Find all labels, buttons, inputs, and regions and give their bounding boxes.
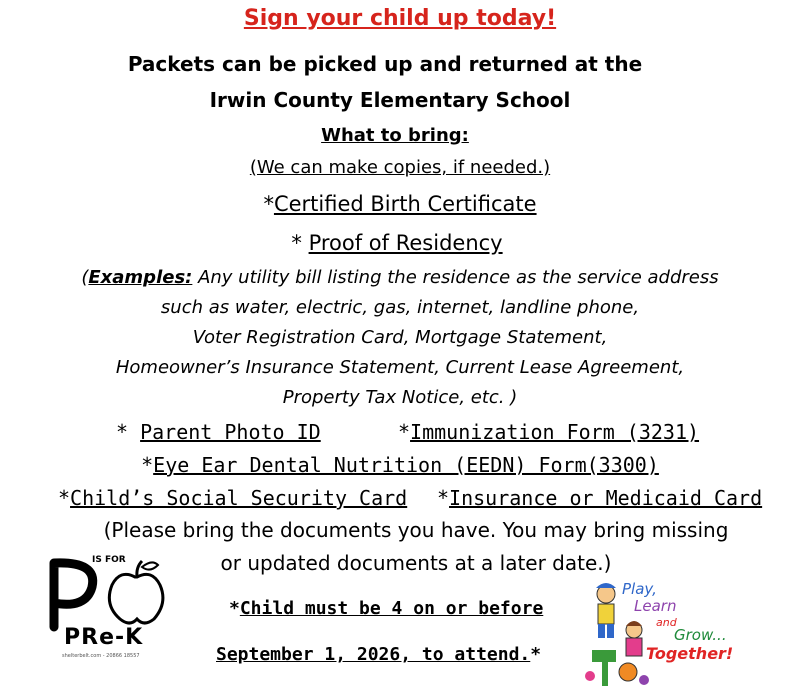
birth-certificate-label: Certified Birth Certificate [273, 192, 537, 216]
residency-label: Proof of Residency [308, 231, 503, 255]
examples-label: Examples: [88, 267, 193, 288]
bullet: * [263, 192, 274, 216]
parent-photo-id-label: Parent Photo ID [140, 420, 321, 444]
eedn-label: Eye Ear Dental Nutrition (EEDN) Form(3300) [153, 453, 659, 477]
examples-open: ( [81, 267, 89, 288]
examples-text: Any utility bill listing the residence as the service address [192, 267, 719, 288]
examples-line-4: Homeowner’s Insurance Statement, Current Lease Agreement, [115, 357, 685, 378]
pickup-line-2: Irwin County Elementary School [209, 88, 571, 112]
prek-credit: shelterbelt.com - 20866 18557 [62, 653, 140, 659]
bullet: * [437, 486, 450, 510]
examples-line-1 [0, 267, 800, 288]
insurance-label: Insurance or Medicaid Card [449, 486, 763, 510]
age-line-2: September 1, 2026, to attend. [216, 644, 531, 665]
apple-icon [109, 561, 163, 623]
examples-line-2: such as water, electric, gas, internet, landline phone, [160, 297, 640, 318]
prek-text: PRe-K [64, 625, 144, 650]
bullet: * [141, 453, 154, 477]
examples-line-5: Property Tax Notice, etc. ) [282, 387, 518, 408]
age-requirement-line-2 [216, 644, 541, 665]
together-word: Together! [646, 644, 734, 663]
bullet: * [116, 420, 141, 444]
bring-note-line-2: or updated documents at a later date.) [220, 551, 612, 575]
bullet: * [58, 486, 71, 510]
pickup-line-1: Packets can be picked up and returned at the [127, 52, 643, 76]
bullet: * [229, 598, 240, 619]
grow-word: Grow... [674, 626, 727, 644]
age-line-1: Child must be 4 on or before [239, 598, 544, 619]
residency-item [0, 231, 797, 255]
headline: Sign your child up today! [243, 6, 557, 31]
bullet: * [291, 231, 309, 255]
prek-is-for: IS FOR [92, 555, 126, 565]
parent-photo-id-item [116, 420, 321, 444]
play-word: Play, [622, 580, 657, 598]
birth-certificate-item [0, 192, 800, 216]
bring-note-line-1: (Please bring the documents you have. You may bring missing [103, 518, 729, 542]
examples-line-3: Voter Registration Card, Mortgage Statement, [192, 327, 608, 348]
social-security-item [58, 486, 407, 510]
immunization-label: Immunization Form (3231) [410, 420, 700, 444]
insurance-item [437, 486, 762, 510]
immunization-item [398, 420, 699, 444]
bullet: * [398, 420, 411, 444]
prek-logo [40, 553, 170, 665]
age-requirement-line-1 [229, 598, 543, 619]
what-to-bring: What to bring: [321, 125, 469, 146]
asterisk: * [530, 644, 542, 665]
play-learn-grow-logo [584, 580, 744, 690]
and-word: and [656, 616, 677, 629]
social-security-label: Child’s Social Security Card [70, 486, 408, 510]
copies-note: (We can make copies, if needed.) [249, 157, 551, 178]
learn-word: Learn [634, 597, 677, 615]
eedn-item [0, 453, 800, 477]
